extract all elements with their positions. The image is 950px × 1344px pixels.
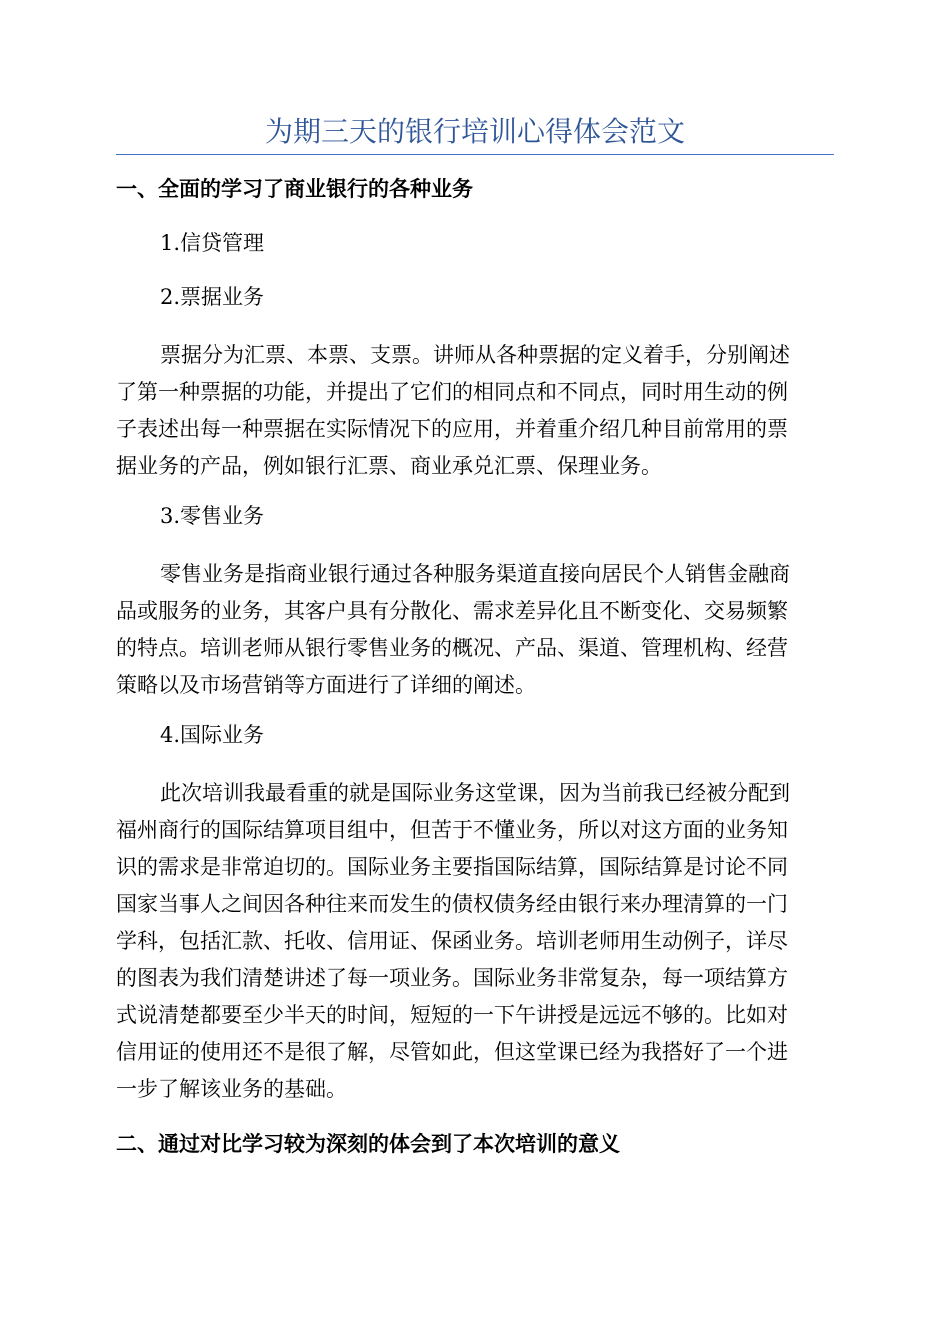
- paragraph-bills: [116, 337, 834, 485]
- paragraph-line: 子表述出每一种票据在实际情况下的应用，并着重介绍几种目前常用的票: [116, 417, 788, 441]
- section-heading-1: 一、全面的学习了商业银行的各种业务: [116, 177, 473, 201]
- paragraph-line: 的特点。培训老师从银行零售业务的概况、产品、渠道、管理机构、经营: [116, 636, 788, 660]
- item-retail-business: 3.零售业务: [160, 504, 265, 528]
- item-credit-management: 1.信贷管理: [160, 231, 265, 255]
- paragraph-line: 识的需求是非常迫切的。国际业务主要指国际结算，国际结算是讨论不同: [116, 855, 788, 879]
- paragraph-line: 式说清楚都要至少半天的时间，短短的一下午讲授是远远不够的。比如对: [116, 1003, 788, 1027]
- paragraph-line: 此次培训我最看重的就是国际业务这堂课，因为当前我已经被分配到: [160, 781, 790, 805]
- paragraph-line: 国家当事人之间因各种往来而发生的债权债务经由银行来办理清算的一门: [116, 892, 788, 916]
- document-page: [116, 112, 834, 1184]
- item-bill-business: 2.票据业务: [160, 285, 265, 309]
- paragraph-retail: [116, 556, 834, 704]
- paragraph-line: 品或服务的业务，其客户具有分散化、需求差异化且不断变化、交易频繁: [116, 599, 788, 623]
- paragraph-line: 了第一种票据的功能，并提出了它们的相同点和不同点，同时用生动的例: [116, 380, 788, 404]
- item-international-business: 4.国际业务: [160, 723, 265, 747]
- paragraph-line: 策略以及市场营销等方面进行了详细的阐述。: [116, 673, 536, 697]
- paragraph-international: [116, 775, 834, 1108]
- paragraph-line: 福州商行的国际结算项目组中，但苦于不懂业务，所以对这方面的业务知: [116, 818, 788, 842]
- paragraph-line: 据业务的产品，例如银行汇票、商业承兑汇票、保理业务。: [116, 454, 662, 478]
- paragraph-line: 零售业务是指商业银行通过各种服务渠道直接向居民个人销售金融商: [160, 562, 790, 586]
- paragraph-line: 信用证的使用还不是很了解，尽管如此，但这堂课已经为我搭好了一个进: [116, 1040, 788, 1064]
- paragraph-line: 一步了解该业务的基础。: [116, 1077, 347, 1101]
- section-heading-2: 二、通过对比学习较为深刻的体会到了本次培训的意义: [116, 1132, 620, 1156]
- title-underline: [116, 154, 834, 155]
- paragraph-line: 票据分为汇票、本票、支票。讲师从各种票据的定义着手，分别阐述: [160, 343, 790, 367]
- paragraph-line: 的图表为我们清楚讲述了每一项业务。国际业务非常复杂，每一项结算方: [116, 966, 788, 990]
- document-title: 为期三天的银行培训心得体会范文: [264, 115, 685, 148]
- paragraph-line: 学科，包括汇款、托收、信用证、保函业务。培训老师用生动例子，详尽: [116, 929, 788, 953]
